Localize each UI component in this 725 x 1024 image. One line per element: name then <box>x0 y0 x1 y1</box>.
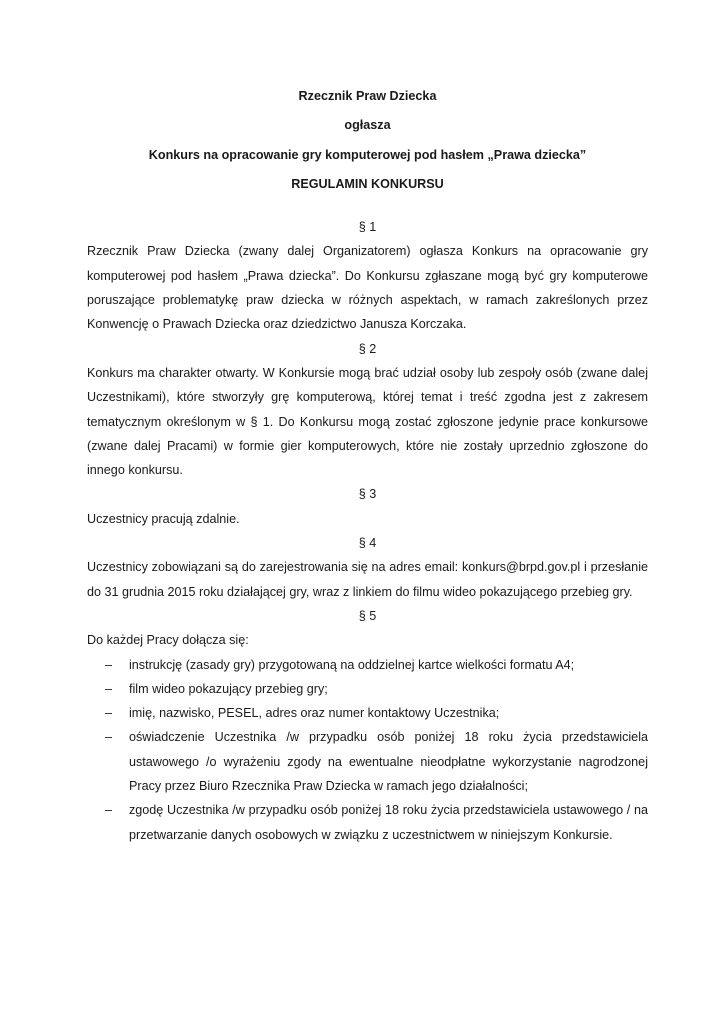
list-item-text: film wideo pokazujący przebieg gry; <box>129 681 328 696</box>
list-item-text: zgodę Uczestnika /w przypadku osób poniżej 18 roku życia przedstawiciela ustawowego / na przetwarzanie danych osobowych w związku z uczestnictwem w niniejszym Konkursie. <box>129 803 648 842</box>
list-item <box>87 677 648 701</box>
list-item-text: imię, nazwisko, PESEL, adres oraz numer kontaktowy Uczestnika; <box>129 706 500 721</box>
dash-bullet: – <box>105 706 113 721</box>
section-mark-5: § 5 <box>358 608 377 623</box>
section-text-2: Konkurs ma charakter otwarty. W Konkursie mogą brać udział osoby lub zespoły osób (zwane dalej Uczestnikami), które stworzyły grę komputerową, której temat i treść zgodna jest z zakresem tematycznym określonym w § 1. Do Konkursu mogą zostać zgłoszone jedynie prace konkursowe (zwane dalej Pracami) w formie gier komputerowych, które nie zostały uprzednio zgłoszone do innego konkursu. <box>87 365 648 478</box>
section-text-3: Uczestnicy pracują zdalnie. <box>87 511 240 526</box>
list-item <box>87 798 648 847</box>
dash-bullet: – <box>105 657 113 672</box>
list-item-text: instrukcję (zasady gry) przygotowaną na oddzielnej kartce wielkości formatu A4; <box>129 657 575 672</box>
attachments-list <box>87 653 648 847</box>
section-text-1: Rzecznik Praw Dziecka (zwany dalej Organizatorem) ogłasza Konkurs na opracowanie gry komputerowej pod hasłem „Prawa dziecka”. Do Konkursu zgłaszane mogą być gry komputerowe poruszające problematykę praw dziecka w różnych aspektach, w ramach zakreślonych przez Konwencję o Prawach Dziecka oraz dziedzictwo Janusza Korczaka. <box>87 244 648 332</box>
list-item-text: oświadczenie Uczestnika /w przypadku osób poniżej 18 roku życia przedstawiciela ustawowego /o wyrażeniu zgody na ewentualne nieodpłatne wykorzystanie nagrodzonej Pracy przez Biuro Rzecznika Praw Dziecka w ramach jego działalności; <box>129 730 648 794</box>
document-page <box>87 84 648 847</box>
list-item <box>87 725 648 798</box>
section-mark-3: § 3 <box>358 487 377 502</box>
dash-bullet: – <box>105 803 113 818</box>
organizer-title: Rzecznik Praw Dziecka <box>298 89 437 103</box>
rules-title: REGULAMIN KONKURSU <box>291 176 444 191</box>
list-item <box>87 701 648 725</box>
section-mark-4: § 4 <box>358 536 377 551</box>
list-item <box>87 653 648 677</box>
contest-title: Konkurs na opracowanie gry komputerowej pod hasłem „Prawa dziecka” <box>148 147 587 162</box>
section-text-5: Do każdej Pracy dołącza się: <box>87 633 249 648</box>
section-mark-1: § 1 <box>358 220 377 235</box>
section-text-4: Uczestnicy zobowiązani są do zarejestrowania się na adres email: konkurs@brpd.gov.pl i przesłanie do 31 grudnia 2015 roku działającej gry, wraz z linkiem do filmu wideo pokazującego przebieg gry. <box>87 560 648 599</box>
dash-bullet: – <box>105 681 113 696</box>
announces-label: ogłasza <box>344 118 391 133</box>
section-mark-2: § 2 <box>358 341 377 356</box>
dash-bullet: – <box>105 730 113 745</box>
spacer <box>87 201 648 215</box>
